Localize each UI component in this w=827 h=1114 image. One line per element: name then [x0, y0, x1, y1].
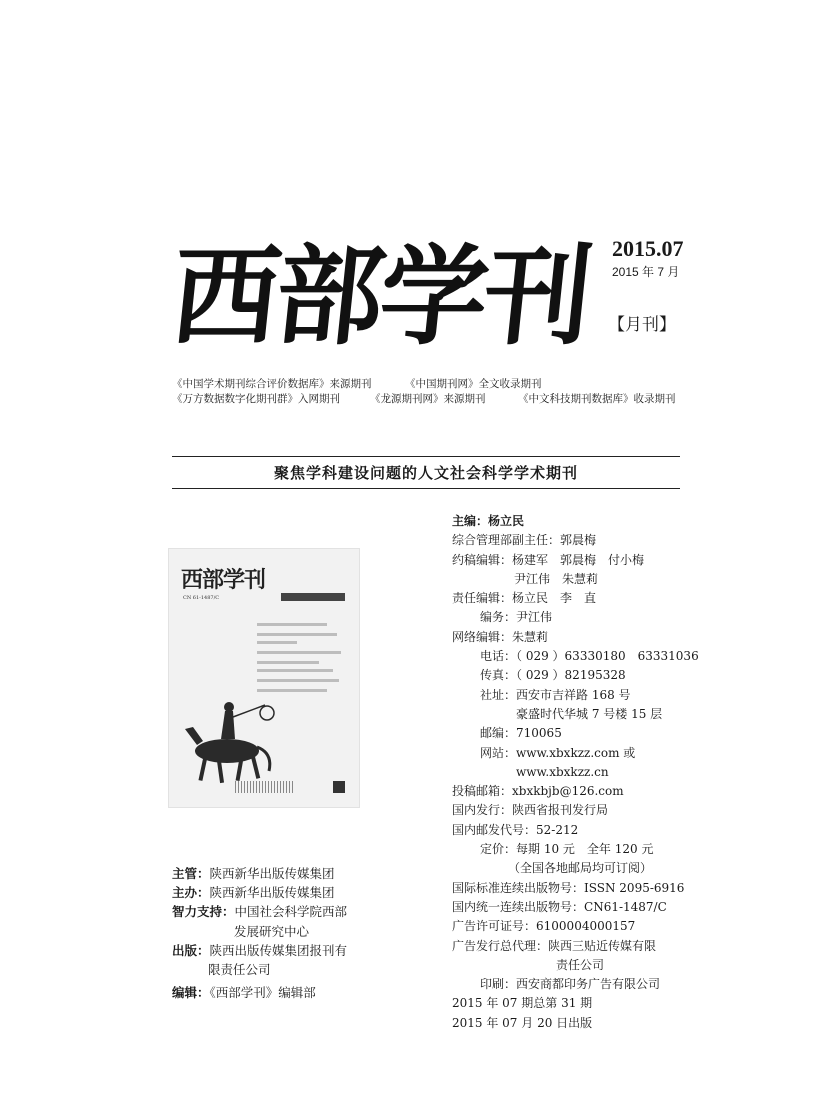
info-value: （ 029 ）82195328	[516, 668, 626, 683]
info-row	[452, 724, 699, 743]
info-row	[452, 1014, 699, 1033]
info-label: 约稿编辑：	[452, 552, 513, 567]
info-label: 智力支持：	[172, 904, 235, 920]
publisher-info	[172, 864, 347, 1002]
info-label: 邮编：	[480, 726, 517, 741]
cover-title: 西部学刊	[181, 567, 266, 593]
editorial-info	[452, 512, 699, 1033]
info-row	[452, 608, 699, 627]
info-value: 6100004000157	[536, 919, 636, 934]
info-value: CN61-1487/C	[584, 899, 667, 914]
info-label: 责任编辑：	[452, 591, 513, 606]
info-row	[172, 883, 347, 902]
info-row	[172, 983, 347, 1002]
top-rule	[172, 456, 680, 457]
info-label: 定价：	[480, 842, 517, 857]
info-row	[452, 975, 699, 994]
info-label: 国内统一连续出版物号：	[452, 899, 585, 914]
info-value: 陕西省报刊发行局	[512, 803, 609, 818]
info-label: 主编：	[452, 514, 489, 528]
info-row	[452, 628, 699, 647]
cover-band	[281, 593, 345, 601]
info-label: 主管：	[172, 866, 210, 881]
indexing-item: 《中国期刊网》全文收录期刊	[405, 378, 542, 390]
info-row	[452, 512, 699, 531]
info-row	[452, 647, 699, 666]
info-row	[172, 960, 347, 979]
cover-horse-illustration	[177, 689, 277, 789]
cover-headline	[257, 679, 339, 682]
info-row	[452, 879, 699, 898]
info-value: www.xbxkzz.com 或	[516, 745, 636, 760]
info-row	[452, 782, 699, 801]
info-value: 陕西出版传媒集团报刊有	[209, 942, 348, 958]
info-value: 陕西三贴近传媒有限	[548, 938, 657, 953]
info-value: 责任公司	[556, 957, 605, 972]
info-value: 郭晨梅	[560, 533, 597, 548]
info-label: 国内邮发代号：	[452, 822, 537, 837]
info-row	[452, 551, 699, 570]
masthead-calligraphy: 西部学刊	[165, 234, 595, 360]
info-value: ISSN 2095-6916	[584, 880, 685, 895]
info-label: 国内发行：	[452, 803, 513, 818]
info-label: 网站：	[480, 745, 517, 760]
info-row	[452, 589, 699, 608]
info-value: www.xbxkzz.cn	[516, 764, 609, 779]
cover-code: CN 61-1487/C	[183, 595, 220, 601]
info-row	[452, 763, 699, 782]
cover-headline	[257, 661, 319, 664]
info-row	[452, 666, 699, 685]
indexing-item: 《万方数据数字化期刊群》入网期刊	[172, 393, 340, 405]
info-row	[452, 531, 699, 550]
info-row	[452, 744, 699, 763]
cover-thumbnail	[168, 548, 360, 808]
cover-headline	[257, 669, 333, 672]
indexing-item: 《龙源期刊网》来源期刊	[370, 393, 486, 405]
info-value: 发展研究中心	[234, 923, 310, 939]
info-label: 出版：	[172, 942, 210, 958]
info-row	[452, 840, 699, 859]
info-row	[172, 922, 347, 941]
info-label: 传真：	[480, 668, 517, 683]
indexing-item: 《中文科技期刊数据库》收录期刊	[518, 393, 676, 405]
info-row	[172, 941, 347, 960]
info-value: 尹江伟	[516, 610, 553, 625]
info-value: 《西部学刊》编辑部	[209, 985, 316, 1001]
bottom-rule	[172, 488, 680, 489]
info-row	[172, 902, 347, 921]
cover-headline	[257, 641, 297, 644]
journal-slogan: 聚焦学科建设问题的人文社会科学学术期刊	[273, 464, 578, 482]
info-value: 西安市吉祥路 168 号	[516, 687, 631, 702]
info-value: 陕西新华出版传媒集团	[209, 866, 335, 881]
info-row	[172, 864, 347, 883]
cover-headline	[257, 651, 341, 654]
cover-headline	[257, 623, 327, 626]
info-value: （全国各地邮局均可订阅）	[508, 861, 653, 876]
cover-qr-code	[331, 779, 347, 795]
info-value: 中国社会科学院西部	[234, 904, 348, 920]
info-label: 广告发行总代理：	[452, 938, 549, 953]
info-value: 710065	[516, 726, 562, 741]
issue-date: 2015 年 7 月	[612, 265, 680, 279]
info-value: 杨建军 郭晨梅 付小梅	[512, 552, 645, 567]
info-row	[452, 937, 699, 956]
cover-barcode	[235, 781, 295, 793]
info-label: 电话：	[480, 649, 517, 664]
info-value: （ 029 ）63330180 63331036	[516, 649, 699, 664]
info-label: 编辑：	[172, 985, 210, 1001]
info-label: 综合管理部副主任：	[452, 533, 561, 548]
info-row	[452, 859, 699, 878]
info-row	[452, 994, 699, 1013]
info-value: 豪盛时代华城 7 号楼 15 层	[516, 706, 663, 721]
info-value: 朱慧莉	[512, 629, 549, 644]
info-value: 陕西新华出版传媒集团	[209, 885, 335, 901]
indexing-item: 《中国学术期刊综合评价数据库》来源期刊	[172, 378, 372, 390]
info-value: 52-212	[536, 822, 579, 837]
info-label: 国际标准连续出版物号：	[452, 880, 585, 895]
info-label: 投稿邮箱：	[452, 784, 513, 799]
info-value: 尹江伟 朱慧莉	[514, 571, 599, 586]
info-label: 编务：	[480, 610, 517, 625]
info-row	[452, 898, 699, 917]
cover-headline	[257, 633, 337, 636]
info-row	[452, 705, 699, 724]
info-value: 2015 年 07 期总第 31 期	[452, 996, 593, 1011]
info-row	[452, 801, 699, 820]
info-value: 限责任公司	[208, 962, 271, 978]
publication-frequency: 【月刊】	[608, 315, 676, 335]
info-row	[452, 570, 699, 589]
info-value: xbxkbjb@126.com	[512, 784, 624, 799]
info-label: 广告许可证号：	[452, 919, 537, 934]
info-label: 网络编辑：	[452, 629, 513, 644]
info-value: 2015 年 07 月 20 日出版	[452, 1015, 593, 1030]
info-row	[452, 821, 699, 840]
info-label: 印刷：	[480, 977, 517, 992]
info-row	[452, 917, 699, 936]
issue-number: 2015.07	[612, 236, 684, 261]
info-value: 杨立民 李 直	[512, 591, 597, 606]
info-value: 西安商都印务广告有限公司	[516, 977, 661, 992]
info-row	[452, 956, 699, 975]
info-value: 每期 10 元 全年 120 元	[516, 842, 654, 857]
info-value: 杨立民	[488, 514, 525, 528]
info-label: 社址：	[480, 687, 517, 702]
info-label: 主办：	[172, 885, 210, 901]
info-row	[452, 686, 699, 705]
